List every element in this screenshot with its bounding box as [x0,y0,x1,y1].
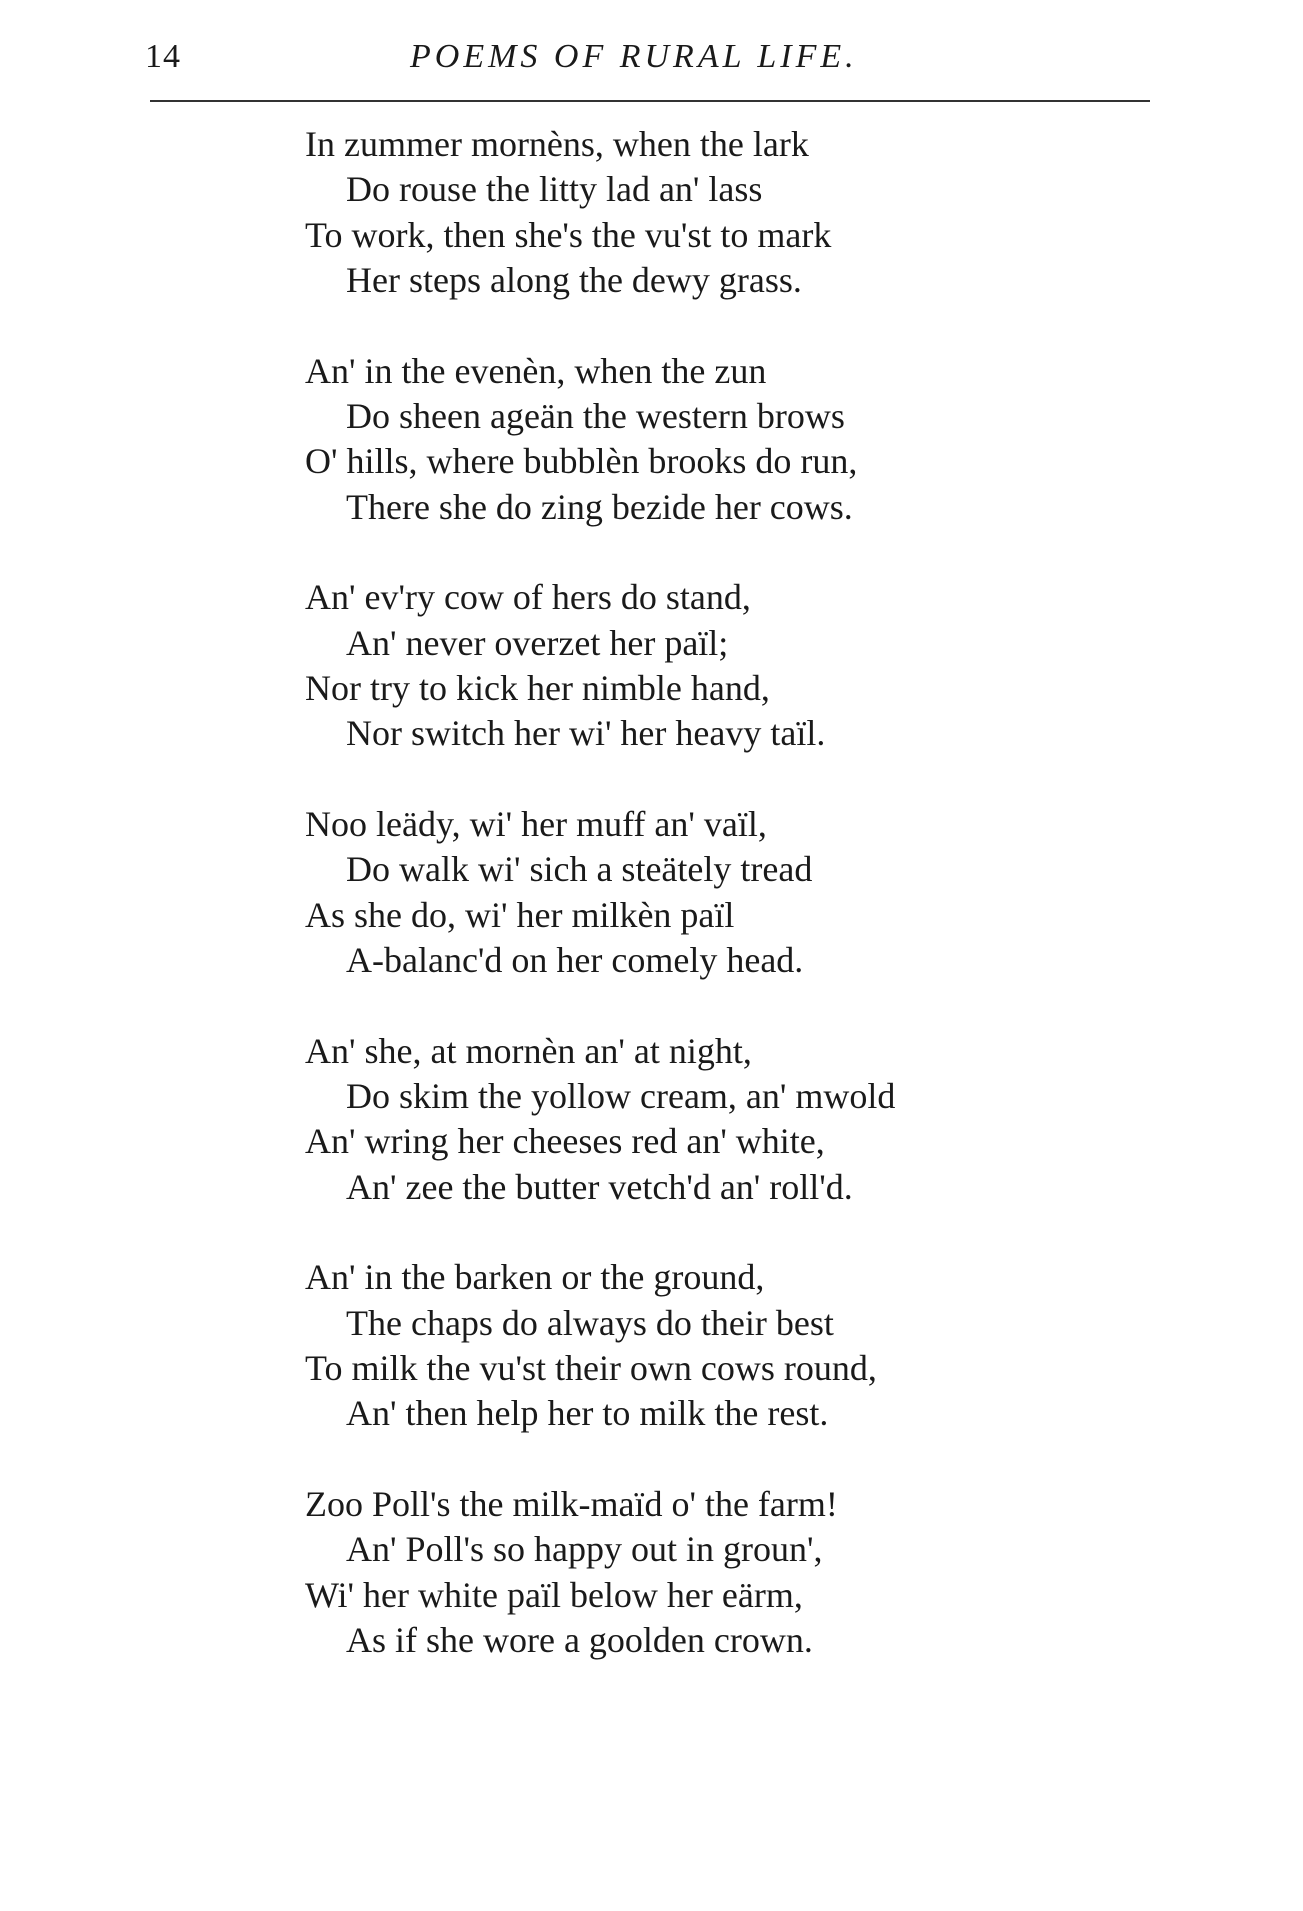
poem-line: Zoo Poll's the milk-maïd o' the farm! [305,1483,838,1524]
poem-line: Nor switch her wi' her heavy taïl. [346,713,826,754]
poem-line: An' Poll's so happy out in groun', [346,1529,823,1570]
poem-line: An' she, at mornèn an' at night, [305,1030,752,1071]
poem-line: An' wring her cheeses red an' white, [305,1121,825,1162]
poem-line: An' ev'ry cow of hers do stand, [305,577,751,618]
poem-line: A-balanc'd on her comely head. [346,940,804,981]
stanza [305,122,1105,304]
poem-line: An' zee the butter vetch'd an' roll'd. [346,1166,853,1207]
stanza [305,575,1105,757]
poem-line: As if she wore a goolden crown. [346,1619,813,1660]
poem-line: Her steps along the dewy grass. [346,260,802,301]
poem-line: To work, then she's the vu'st to mark [305,214,832,255]
header-rule [150,100,1150,102]
poem-line: An' in the evenèn, when the zun [305,350,767,391]
poem-line: An' never overzet her païl; [346,622,729,663]
poem-line: In zummer mornèns, when the lark [305,124,809,164]
poem-line: An' then help her to milk the rest. [346,1393,829,1434]
poem-line: Do walk wi' sich a steätely tread [346,849,813,890]
page-number: 14 [145,38,181,75]
poem-line: Do skim the yollow cream, an' mwold [346,1075,896,1116]
poem-line: Wi' her white païl below her eärm, [305,1574,803,1615]
poem-line: Nor try to kick her nimble hand, [305,668,770,709]
poem [305,122,1105,1708]
stanza [305,1029,1105,1211]
poem-line: There she do zing bezide her cows. [346,486,853,527]
stanza [305,1255,1105,1437]
running-head: POEMS OF RURAL LIFE. [410,38,858,75]
poem-line: O' hills, where bubblèn brooks do run, [305,441,858,482]
poem-line: Noo leädy, wi' her muff an' vaïl, [305,803,767,844]
poem-line: The chaps do always do their best [346,1302,834,1343]
poem-line: Do sheen ageän the western brows [346,396,845,437]
poem-line: Do rouse the litty lad an' lass [346,169,763,210]
stanza [305,1482,1105,1664]
poem-line: An' in the barken or the ground, [305,1257,765,1298]
poem-line: As she do, wi' her milkèn païl [305,894,735,935]
poem-line: To milk the vu'st their own cows round, [305,1347,877,1388]
stanza [305,802,1105,984]
stanza [305,349,1105,531]
